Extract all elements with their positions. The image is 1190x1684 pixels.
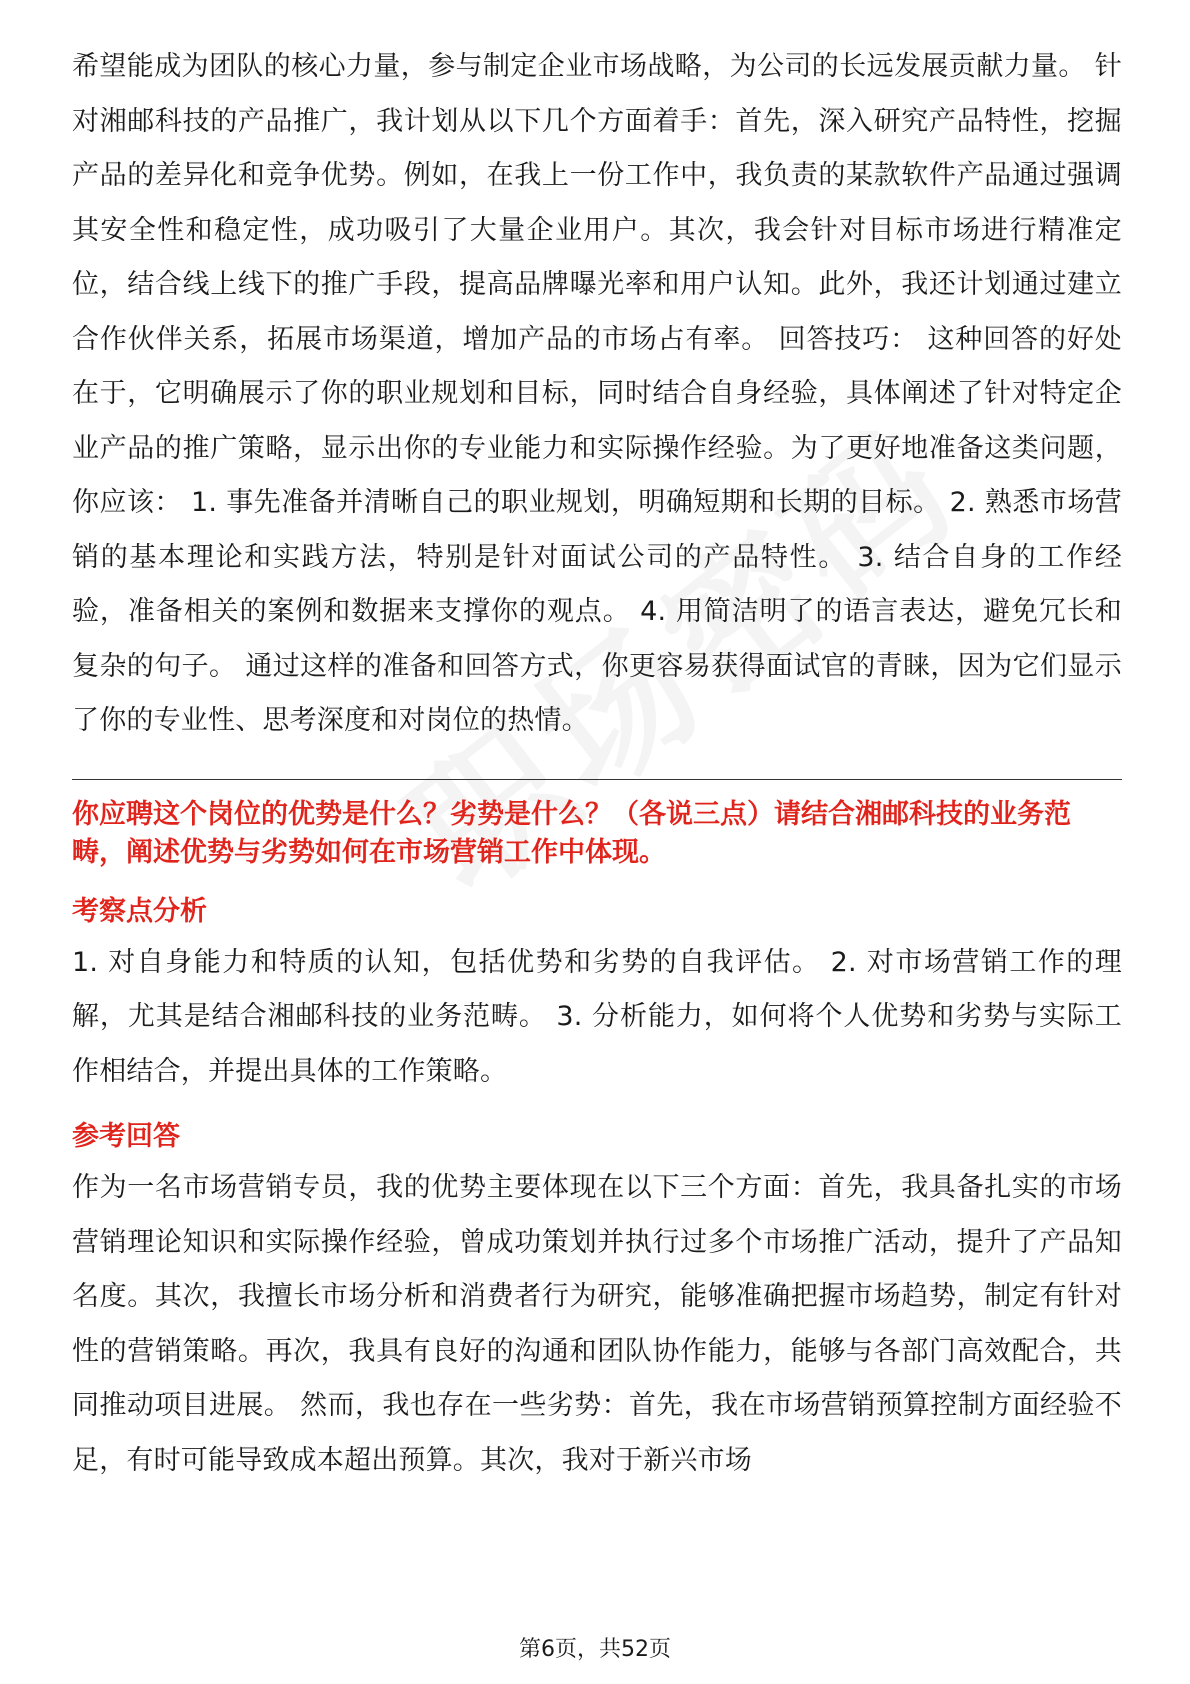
answer-heading: 参考回答 [72,1121,180,1152]
analysis-heading: 考察点分析 [72,895,207,927]
section-divider [72,779,1122,780]
page-number: 第6页，共52页 [519,1637,671,1662]
page-content [72,40,1122,1488]
intro-paragraph: 希望能成为团队的核心力量，参与制定企业市场战略，为公司的长远发展贡献力量。 针对湘邮科技的产品推广，我计划从以下几个方面着手：首先，深入研究产品特性，挖掘产品的差异化和竞争优势。例如，在我上一份工作中，我负责的某款软件产品通过强调其安全性和稳定性，成功吸引了大量企业用户。其次，我会针对目标市场进行精准定位，结合线上线下的推广手段，提高品牌曝光率和用户认知。此外，我还计划通过建立合作伙伴关系，拓展市场渠道，增加产品的市场占有率。 回答技巧： 这种回答的好处在于，它明确展示了你的职业规划和目标，同时结合自身经验，具体阐述了针对特定企业产品的推广策略，显示出你的专业能力和实际操作经验。为了更好地准备这类问题，你应该： 1. 事先准备并清晰自己的职业规划，明确短期和长期的目标。 2. 熟悉市场营销的基本理论和实践方法，特别是针对面试公司的产品特性。 3. 结合自身的工作经验，准备相关的案例和数据来支撑你的观点。 4. 用简洁明了的语言表达，避免冗长和复杂的句子。 通过这样的准备和回答方式，你更容易获得面试官的青睐，因为它们显示了你的专业性、思考深度和对岗位的热情。 [72,51,1122,736]
question-text: 你应聘这个岗位的优势是什么？劣势是什么？（各说三点）请结合湘邮科技的业务范畴，阐述优势与劣势如何在市场营销工作中体现。 [72,798,1071,868]
answer-paragraph: 作为一名市场营销专员，我的优势主要体现在以下三个方面：首先，我具备扎实的市场营销理论知识和实际操作经验，曾成功策划并执行过多个市场推广活动，提升了产品知名度。其次，我擅长市场分析和消费者行为研究，能够准确把握市场趋势，制定有针对性的营销策略。再次，我具有良好的沟通和团队协作能力，能够与各部门高效配合，共同推动项目进展。 然而，我也存在一些劣势：首先，我在市场营销预算控制方面经验不足，有时可能导致成本超出预算。其次，我对于新兴市场 [72,1172,1122,1476]
analysis-paragraph: 1. 对自身能力和特质的认知，包括优势和劣势的自我评估。 2. 对市场营销工作的理解，尤其是结合湘邮科技的业务范畴。 3. 分析能力，如何将个人优势和劣势与实际工作相结合，并提出具体的工作策略。 [72,946,1122,1087]
